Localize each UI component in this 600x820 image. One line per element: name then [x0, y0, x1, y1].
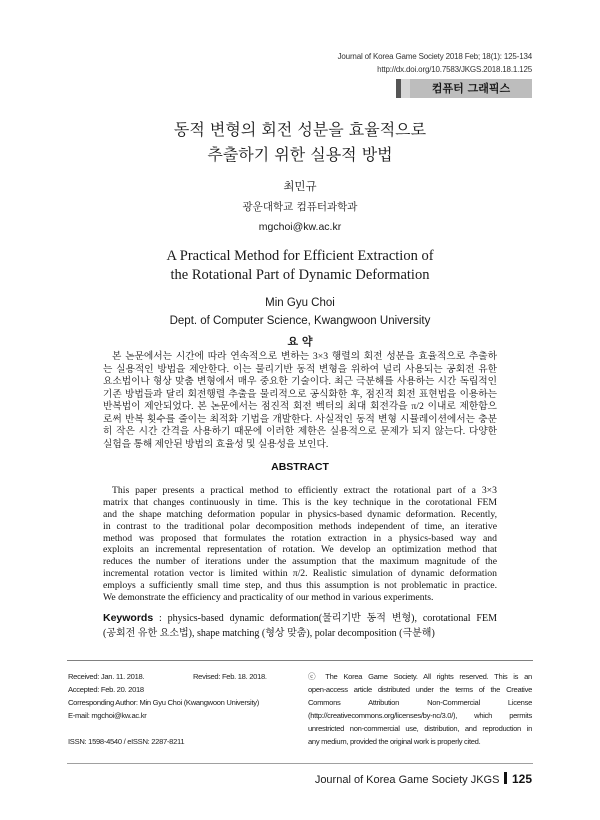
- license-line: ⓒ The Korea Game Society. All rights reserved. This is an: [308, 671, 532, 681]
- page-footer-divider-line: [67, 763, 533, 764]
- abstract-ko-line: 반복법이 제안되었다. 본 논문에서는 점진적 회전 벡터의 최대 회전각을 π/2 이내로 제한함으: [103, 401, 497, 413]
- license-line: open-access article distributed under the terms of the Creative: [308, 684, 532, 694]
- revised-date: Revised: Feb. 18. 2018.: [193, 671, 267, 681]
- doi-link[interactable]: http://dx.doi.org/10.7583/JKGS.2018.18.1.125: [377, 65, 532, 74]
- title-en-line-1: A Practical Method for Efficient Extraction of: [166, 248, 434, 264]
- corresponding-author: Corresponding Author: Min Gyu Choi (Kwangwoon University): [68, 697, 259, 707]
- abstract-ko-line: 는 실용적인 방법을 제안한다. 이는 물리기반 동적 변형을 위하여 널리 사용되는 공회전 유한: [103, 363, 497, 375]
- author-affiliation-en: Dept. of Computer Science, Kwangwoon University: [169, 315, 431, 327]
- abstract-ko-line: 본 논문에서는 시간에 따라 연속적으로 변하는 3×3 행렬의 회전 성분을 효율적으로 추출하: [112, 351, 497, 362]
- author-email[interactable]: mgchoi@kw.ac.kr: [258, 221, 342, 233]
- abstract-en-line: employs a sufficiently small time step, and thus this assumption is not problematic in practice.: [103, 580, 497, 592]
- abstract-ko: [103, 351, 497, 452]
- corresponding-email[interactable]: E-mail: mgchoi@kw.ac.kr: [68, 710, 147, 720]
- abstract-en: [103, 485, 497, 604]
- abstract-en-line: This paper presents a practical method to efficiently extract the rotational part of a 3×3: [112, 485, 497, 496]
- footer-spacer: [68, 722, 300, 735]
- abstract-en-line: matrix that changes continuously in time. This is the key technique in the corotational FEM: [103, 496, 497, 508]
- title-ko-line-1: 동적 변형의 회전 성분을 효율적으로: [173, 120, 427, 139]
- abstract-en-line: exploits an incremental representation of rotation. We develop an optimization method that: [103, 544, 497, 556]
- page-number: 125: [511, 772, 532, 786]
- abstract-en-line: method was proposed that formulates the rotation extraction in a physics-based way and: [103, 532, 497, 544]
- page-footer-journal: Journal of Korea Game Society JKGS: [314, 774, 500, 786]
- license-line: (http://creativecommons.org/licenses/by-nc/3.0/), which permits: [308, 710, 532, 720]
- history-dates-row: [68, 670, 300, 683]
- accepted-date: Accepted: Feb. 20. 2018: [68, 684, 144, 694]
- keywords-line-2: (공회전 유한 요소법), shape matching (형상 맞춤), polar decomposition (극분해): [103, 628, 435, 639]
- page-footer-separator: [504, 772, 507, 784]
- keywords-line-1: [103, 611, 497, 626]
- author-affiliation-ko: 광운대학교 컴퓨터과학과: [242, 201, 358, 213]
- section-bar-gap: [401, 79, 410, 98]
- section-label: 컴퓨터 그래픽스: [410, 79, 532, 98]
- keywords-text: : physics-based dynamic deformation(물리기반 동적 변형), corotational FEM: [159, 613, 497, 624]
- issn: ISSN: 1598-4540 / eISSN: 2287-8211: [68, 736, 185, 746]
- abstract-ko-line: 히 작은 시간 간격을 사용하기 때문에 이러한 제한은 실용적으로 문제가 되지 않는다. 다양한: [103, 426, 497, 438]
- abstract-en-heading: ABSTRACT: [271, 461, 329, 473]
- received-date: Received: Jan. 11. 2018.: [68, 671, 145, 681]
- abstract-ko-line: 실험을 통해 제안된 방법의 효율성 및 실용성을 보인다.: [103, 438, 329, 450]
- journal-citation: Journal of Korea Game Society 2018 Feb; 18(1): 125-134: [337, 52, 532, 61]
- license-notice: [308, 670, 532, 748]
- abstract-ko-line: 기존 방법들과 달리 회전행렬 추출을 물리적으로 공식화한 후, 점진적 회전 표현법을 이용하는: [103, 388, 497, 400]
- abstract-en-line: We demonstrate the efficiency and practicality of our method in various experiments.: [103, 592, 434, 604]
- license-line: any medium, provided the original work is properly cited.: [308, 736, 481, 746]
- footnote-divider: [67, 660, 533, 661]
- license-line: unrestricted non-commercial use, distribution, and reproduction in: [308, 723, 532, 733]
- title-ko-line-2: 추출하기 위한 실용적 방법: [207, 145, 393, 164]
- keywords-label: Keywords: [103, 612, 154, 624]
- author-name-en: Min Gyu Choi: [265, 297, 335, 309]
- abstract-ko-line: 로써 반복 횟수를 줄이는 최적화 기법을 개발한다. 사실적인 동적 변형 시뮬레이션에서는 충분: [103, 413, 497, 425]
- license-line: Commons Attribution Non-Commercial License: [308, 697, 532, 707]
- author-name-ko: 최민규: [283, 179, 317, 193]
- section-bar: [396, 79, 532, 98]
- title-en-line-2: the Rotational Part of Dynamic Deformation: [170, 267, 430, 283]
- keywords: [103, 611, 497, 641]
- abstract-ko-line: 요소법이나 형상 맞춤 변형에서 매우 중요한 기술이다. 최근 극분해를 사용하는 시간 독립적인: [103, 376, 497, 388]
- page-footer: [315, 772, 532, 787]
- abstract-en-line: reduces the number of iterations under the assumption that the maximum magnitude of the: [103, 556, 497, 568]
- abstract-en-line: in contrast to the traditional polar decomposition methods independent of time, an iterative: [103, 520, 497, 532]
- article-history: [68, 670, 300, 748]
- abstract-ko-heading: 요 약: [287, 335, 313, 348]
- abstract-en-line: and the shape matching deformation popular in physics-based dynamic deformation. Recently,: [103, 508, 497, 520]
- abstract-en-line: incremental rotation vector is limited within π/2. Realistic simulation of dynamic deformation: [103, 568, 497, 580]
